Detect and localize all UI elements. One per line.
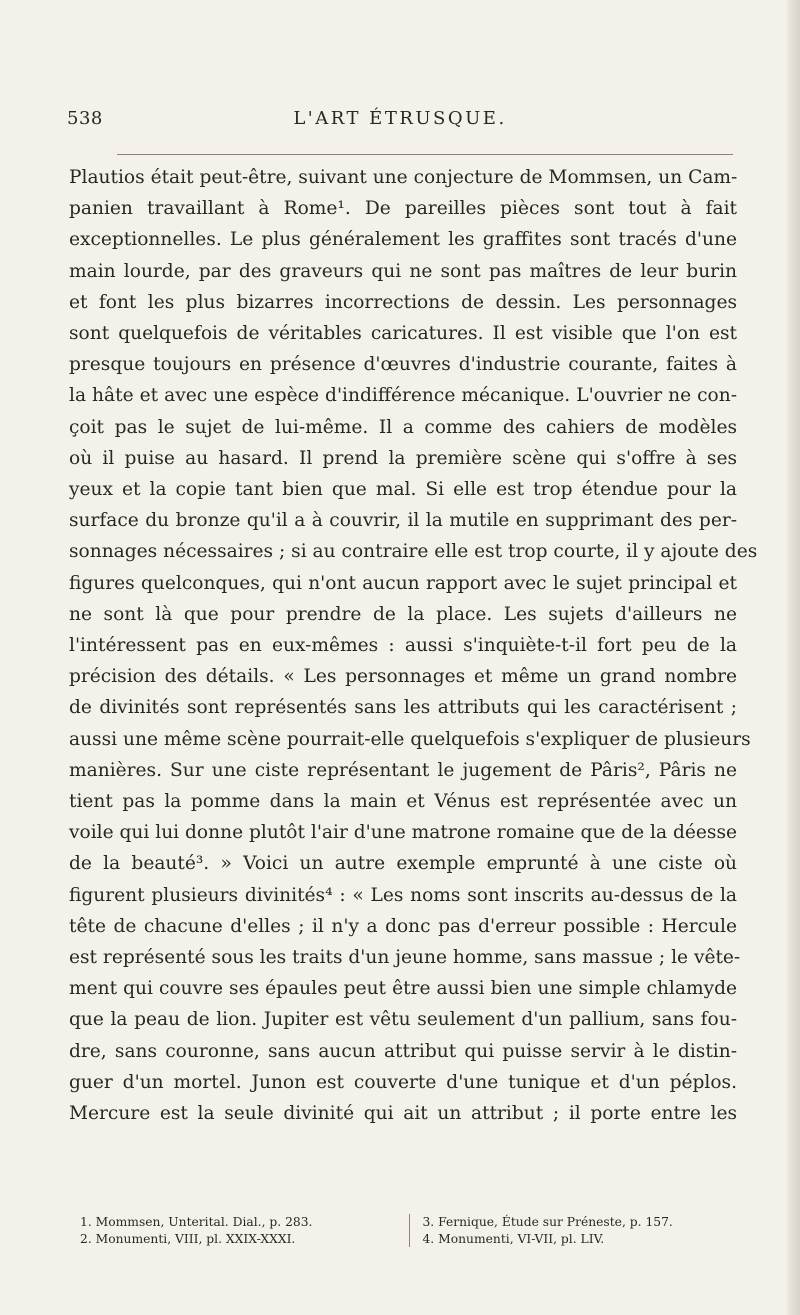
footnotes-right-column [409,1214,740,1247]
text-line: tête de chacune d'elles ; il n'y a donc pas d'erreur possible : Hercule [69,915,737,937]
text-line: la hâte et avec une espèce d'indifférence mécanique. L'ouvrier ne con- [69,385,737,407]
text-line: sont quelquefois de véritables caricatures. Il est visible que l'on est [69,323,737,345]
text-line: manières. Sur une ciste représentant le jugement de Pâris², Pâris ne [69,759,737,781]
text-line: figurent plusieurs divinités⁴ : « Les noms sont inscrits au-dessus de la [69,884,737,906]
footnotes [80,1214,740,1247]
body-text [69,162,758,1129]
text-line: que la peau de lion. Jupiter est vêtu seulement d'un pallium, sans fou- [69,1009,737,1031]
text-line: de divinités sont représentés sans les attributs qui les caractérisent ; [69,697,737,719]
footnote: 1. Mommsen, Unterital. Dial., p. 283. [80,1215,313,1229]
text-line: et font les plus bizarres incorrections de dessin. Les personnages [69,291,737,313]
text-line: de la beauté³. » Voici un autre exemple emprunté à une ciste où [69,853,737,875]
text-line: panien travaillant à Rome¹. De pareilles pièces sont tout à fait [69,198,737,220]
text-line: figures quelconques, qui n'ont aucun rapport avec le sujet principal et [69,572,737,594]
text-line: yeux et la copie tant bien que mal. Si elle est trop étendue pour la [69,479,737,501]
text-line: sonnages nécessaires ; si au contraire elle est trop courte, il y ajoute des [69,541,758,563]
running-title: L'ART ÉTRUSQUE. [293,108,507,129]
text-line: est représenté sous les traits d'un jeune homme, sans massue ; le vête- [69,947,741,969]
page-edge-shadow [786,0,800,1315]
text-line: surface du bronze qu'il a à couvrir, il la mutile en supprimant des per- [69,510,737,532]
header-rule [117,154,733,155]
text-line: dre, sans couronne, sans aucun attribut qui puisse servir à le distin- [69,1040,737,1062]
footnote: 3. Fernique, Étude sur Préneste, p. 157. [422,1215,673,1229]
text-line: Plautios était peut-être, suivant une conjecture de Mommsen, un Cam- [69,167,738,188]
text-line: ne sont là que pour prendre de la place. Les sujets d'ailleurs ne [69,603,737,625]
text-line: tient pas la pomme dans la main et Vénus est représentée avec un [69,791,737,813]
footnote: 4. Monumenti, VI-VII, pl. LIV. [422,1231,605,1246]
text-line: voile qui lui donne plutôt l'air d'une matrone romaine que de la déesse [69,822,737,844]
text-line: exceptionnelles. Le plus généralement les graffites sont tracés d'une [69,229,737,251]
footnote: 2. Monumenti, VIII, pl. XXIX-XXXI. [80,1231,296,1246]
page-number: 538 [67,108,103,129]
text-line: çoit pas le sujet de lui-même. Il a comme des cahiers de modèles [69,416,737,438]
text-line: l'intéressent pas en eux-mêmes : aussi s'inquiète-t-il fort peu de la [69,635,737,657]
text-line: où il puise au hasard. Il prend la première scène qui s'offre à ses [69,447,737,469]
text-line: main lourde, par des graveurs qui ne sont pas maîtres de leur burin [69,260,737,282]
text-line: Mercure est la seule divinité qui ait un attribut ; il porte entre les [69,1103,737,1125]
text-line: presque toujours en présence d'œuvres d'industrie courante, faites à [69,354,737,376]
text-line: précision des détails. « Les personnages et même un grand nombre [69,666,737,688]
text-line: ment qui couvre ses épaules peut être aussi bien une simple chlamyde [69,978,737,1000]
text-line: aussi une même scène pourrait-elle quelquefois s'expliquer de plusieurs [69,728,751,750]
footnotes-left-column [80,1214,409,1247]
text-line: guer d'un mortel. Junon est couverte d'une tunique et d'un péplos. [69,1071,737,1093]
